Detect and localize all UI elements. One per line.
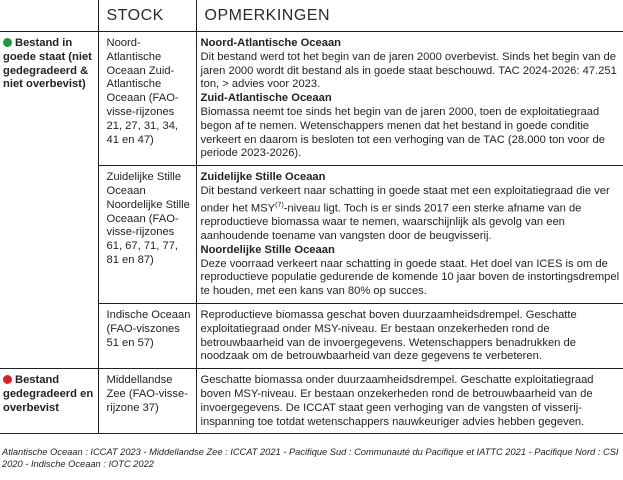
status-cell-good (0, 32, 98, 369)
section-text: Dit bestand verkeert naar schatting in goede staat met een exploitatiegraad die ver onder het MSY (200, 184, 610, 215)
stock-cell: Noord-Atlantische Oceaan Zuid-Atlantische Oceaan (FAO-visse-rijzones 21, 27, 31, 34, 41 en 47) (98, 32, 196, 166)
stock-cell: Middellandse Zee (FAO-visse-rijzone 37) (98, 369, 196, 434)
table-row (0, 32, 623, 166)
status-label-good: Bestand in goede staat (niet gedegradeerd & niet overbevist) (3, 37, 92, 91)
section-text: Biomassa neemt toe sinds het begin van de jaren 2000, toen de exploitatiegraad begon af te nemen. Wetenschappers menen dat het bestand in goede conditie verkeert en daarom is besloten tot een verhoging van de TAC (28.000 ton voor de periode 2023-2026). (200, 105, 605, 160)
section-title: Zuidelijke Stille Oceaan (200, 171, 326, 184)
section-text: -niveau ligt. Toch is er sinds 2017 een sterke afname van de reproductieve biomassa waar te nemen, waarschijnlijk als gevolg van een aanhoudende toename van vangsten door de beugvisserij. (200, 202, 582, 243)
section-title: Noord-Atlantische Oceaan (200, 37, 341, 49)
stock-column-header: STOCK (98, 0, 196, 32)
section-title: Zuid-Atlantische Oceaan (200, 92, 332, 105)
source-footnote: Atlantische Oceaan : ICCAT 2023 - Middellandse Zee : ICCAT 2021 - Pacifique Sud : Communauté du Pacifique et IATTC 2021 - Pacifique Nord : CSI 2020 - Indische Oceaan : IOTC 2022 (2, 447, 619, 469)
green-status-dot-icon (3, 38, 12, 47)
section-title: Noordelijke Stille Oceaan (200, 243, 335, 256)
table-header-row (0, 0, 623, 32)
section-text: Dit bestand werd tot het begin van de jaren 2000 overbevist. Sinds het begin van de jaren 2000 wordt dit bestand als in goede staat beschouwd. TAC 2024-2026: 47.251 ton, > advies voor 2023. (200, 50, 617, 91)
section-text: Deze voorraad verkeert naar schatting in goede staat. Het doel van ICES is om de reproductieve populatie gedurende de komende 10 jaar boven de instortingsdrempel te houden, met een kans van 80% op succes. (200, 257, 620, 298)
status-label-bad: Bestand gedegradeerd en overbevist (3, 374, 94, 414)
remarks-cell (196, 166, 623, 304)
red-status-dot-icon (3, 375, 12, 384)
table-row (0, 369, 623, 434)
remarks-cell: Reproductieve biomassa geschat boven duurzaamheidsdrempel. Geschatte exploitatiegraad onder MSY-niveau. Er bestaan onzekerheden rond de betrouwbaarheid van de invoergegevens. Wetenschappers benadrukken de noodzaak om de betrouwbaarheid van deze gegevens te verbeteren. (196, 304, 623, 369)
status-cell-bad (0, 369, 98, 434)
footnote-ref: (7) (275, 201, 284, 209)
status-column-header (0, 0, 98, 32)
remarks-column-header: OPMERKINGEN (196, 0, 623, 32)
stock-cell: Indische Oceaan (FAO-viszones 51 en 57) (98, 304, 196, 369)
remarks-cell: Geschatte biomassa onder duurzaamheidsdrempel. Geschatte exploitatiegraad boven MSY-niveau. Er bestaan onzekerheden rond de betrouwbaarheid van de invoergegevens. De ICCAT staat geen verhoging van de vangsten of visserij-inspanning toe totdat wetenschappers nauwkeuriger advies hebben gegeven. (196, 369, 623, 434)
remarks-cell (196, 32, 623, 166)
stock-cell: Zuidelijke Stille Oceaan Noordelijke Stille Oceaan (FAO-visse-rijzones 61, 67, 71, 77, 81 en 87) (98, 166, 196, 304)
